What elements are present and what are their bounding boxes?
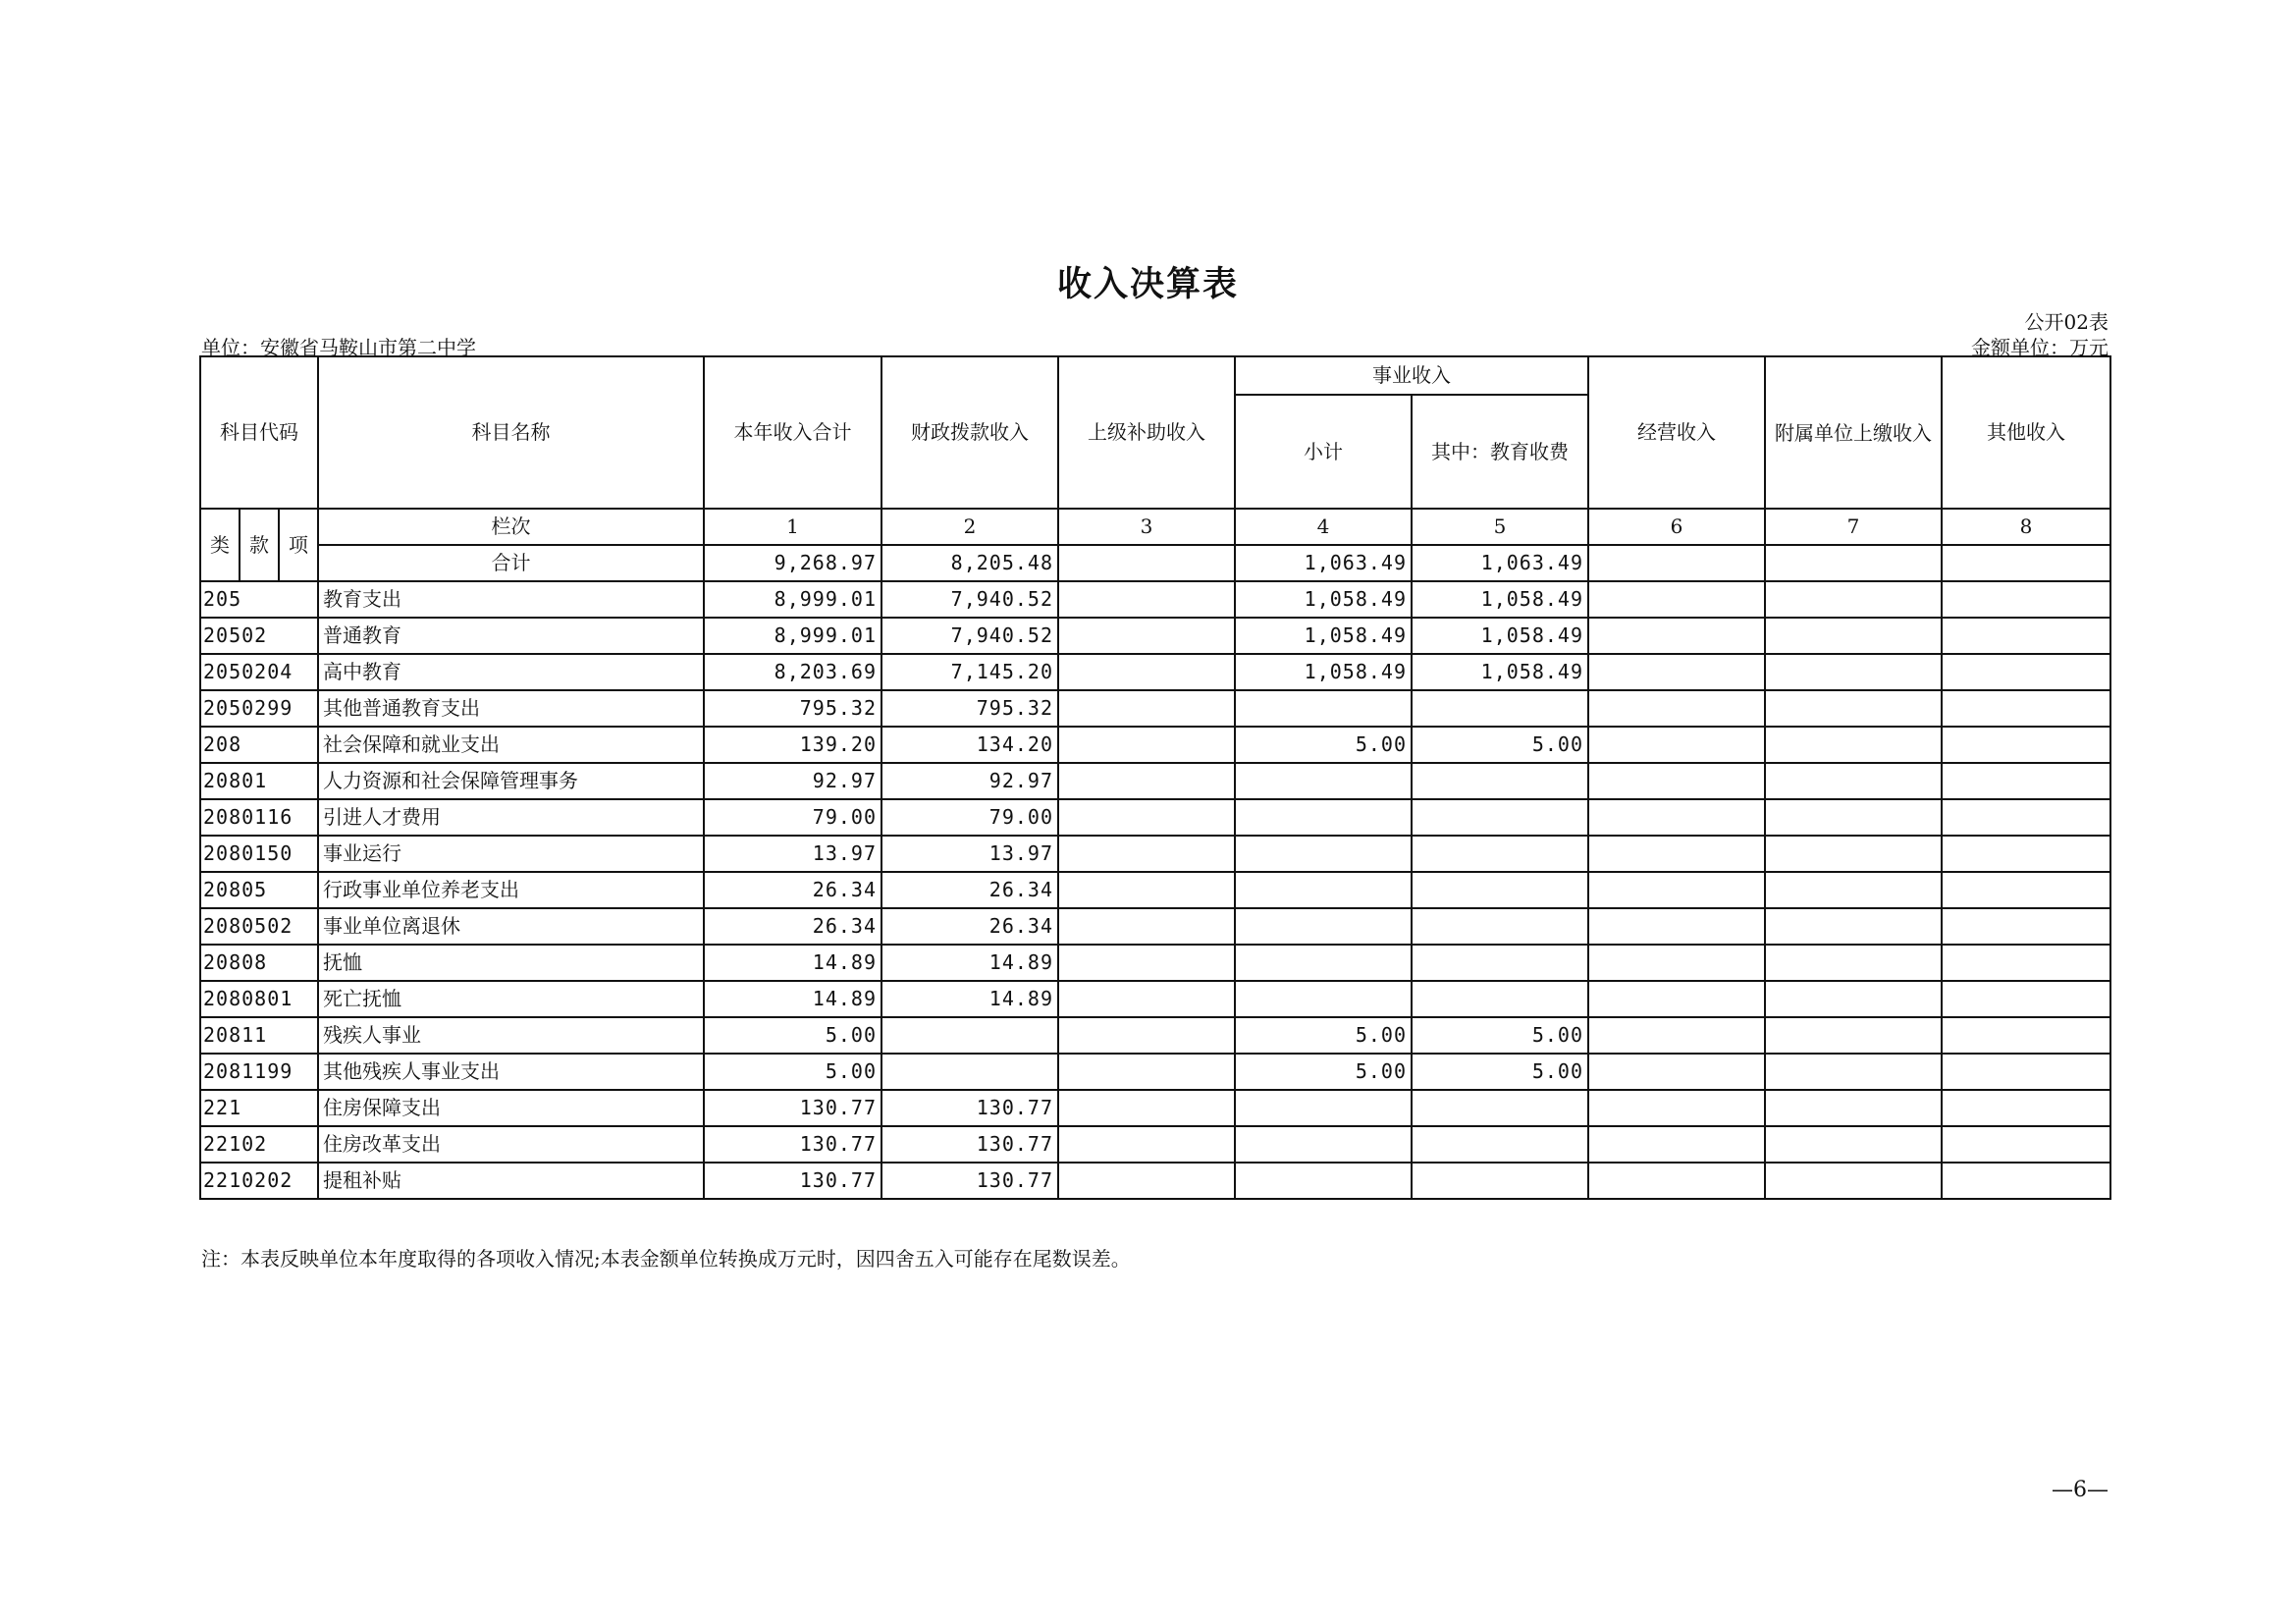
row-value: 13.97 — [704, 836, 881, 872]
row-value — [1942, 1017, 2110, 1054]
row-value — [1588, 836, 1765, 872]
footnote: 注：本表反映单位本年度取得的各项收入情况;本表金额单位转换成万元时，因四舍五入可能存在尾数误差。 — [201, 1247, 1131, 1271]
row-value — [1235, 836, 1412, 872]
row-value — [1765, 1017, 1942, 1054]
row-name: 引进人才费用 — [318, 799, 704, 836]
col-number: 2 — [881, 509, 1058, 545]
table-row — [200, 799, 2110, 836]
header-fiscal: 财政拨款收入 — [881, 356, 1058, 509]
header-xiang: 项 — [279, 509, 318, 581]
total-value — [1765, 545, 1942, 581]
row-value — [1942, 763, 2110, 799]
row-value — [1765, 654, 1942, 690]
row-value: 139.20 — [704, 727, 881, 763]
row-value — [1058, 872, 1235, 908]
row-value — [1058, 908, 1235, 945]
page-number: —6— — [2052, 1478, 2109, 1502]
col-number: 6 — [1588, 509, 1765, 545]
header-operating: 经营收入 — [1588, 356, 1765, 509]
row-value — [1588, 690, 1765, 727]
row-value — [1235, 1090, 1412, 1126]
row-value — [1765, 836, 1942, 872]
row-value: 7,940.52 — [881, 581, 1058, 618]
row-value — [1588, 1126, 1765, 1163]
row-name: 普通教育 — [318, 618, 704, 654]
row-value — [1235, 799, 1412, 836]
row-value — [1942, 908, 2110, 945]
row-value — [1412, 1090, 1588, 1126]
row-value: 5.00 — [1235, 1054, 1412, 1090]
header-superior: 上级补助收入 — [1058, 356, 1235, 509]
row-code: 20801 — [200, 763, 318, 799]
row-value — [1058, 1017, 1235, 1054]
col-number: 5 — [1412, 509, 1588, 545]
row-value — [1588, 581, 1765, 618]
table-row — [200, 763, 2110, 799]
row-value: 134.20 — [881, 727, 1058, 763]
row-value — [1058, 727, 1235, 763]
income-table — [199, 355, 2111, 1200]
row-name: 其他普通教育支出 — [318, 690, 704, 727]
row-code: 2080116 — [200, 799, 318, 836]
row-value — [1765, 1126, 1942, 1163]
row-value: 1,058.49 — [1235, 654, 1412, 690]
table-row — [200, 1163, 2110, 1199]
row-value: 8,999.01 — [704, 581, 881, 618]
row-value: 5.00 — [1235, 727, 1412, 763]
form-number: 公开02表 — [2024, 310, 2109, 334]
row-value: 1,058.49 — [1412, 618, 1588, 654]
row-value — [1588, 945, 1765, 981]
total-value: 9,268.97 — [704, 545, 881, 581]
row-value — [881, 1017, 1058, 1054]
row-value — [1942, 1054, 2110, 1090]
header-subtotal: 小计 — [1235, 395, 1412, 509]
row-value: 1,058.49 — [1235, 618, 1412, 654]
row-value — [1588, 981, 1765, 1017]
row-name: 高中教育 — [318, 654, 704, 690]
row-value — [1765, 945, 1942, 981]
total-value — [1942, 545, 2110, 581]
row-value — [1058, 654, 1235, 690]
row-value — [1412, 908, 1588, 945]
table-row — [200, 945, 2110, 981]
row-value: 130.77 — [704, 1126, 881, 1163]
row-value — [1765, 618, 1942, 654]
row-name: 其他残疾人事业支出 — [318, 1054, 704, 1090]
row-code: 2080150 — [200, 836, 318, 872]
header-business-group: 事业收入 — [1235, 356, 1588, 395]
row-value — [1942, 618, 2110, 654]
row-code: 2080502 — [200, 908, 318, 945]
row-value — [1412, 1163, 1588, 1199]
row-value — [1765, 690, 1942, 727]
row-value — [1412, 799, 1588, 836]
row-value — [1942, 799, 2110, 836]
row-value — [1765, 799, 1942, 836]
row-value — [1235, 981, 1412, 1017]
row-code: 2050299 — [200, 690, 318, 727]
row-name: 提租补贴 — [318, 1163, 704, 1199]
row-value — [1058, 581, 1235, 618]
header-affiliated: 附属单位上缴收入 — [1765, 356, 1942, 509]
row-value: 1,058.49 — [1412, 654, 1588, 690]
row-value — [1942, 945, 2110, 981]
header-code: 科目代码 — [200, 356, 318, 509]
row-value — [1058, 1090, 1235, 1126]
row-value: 26.34 — [881, 908, 1058, 945]
row-value — [1588, 1163, 1765, 1199]
row-value: 5.00 — [704, 1017, 881, 1054]
unit-label: 单位：安徽省马鞍山市第二中学 — [201, 336, 476, 359]
table-row — [200, 872, 2110, 908]
header-column-label: 栏次 — [318, 509, 704, 545]
row-value — [1588, 618, 1765, 654]
row-code: 2080801 — [200, 981, 318, 1017]
row-value — [1058, 763, 1235, 799]
row-name: 住房保障支出 — [318, 1090, 704, 1126]
row-name: 教育支出 — [318, 581, 704, 618]
row-name: 事业单位离退休 — [318, 908, 704, 945]
row-code: 2081199 — [200, 1054, 318, 1090]
row-value — [1588, 654, 1765, 690]
row-value — [1765, 908, 1942, 945]
row-value — [1058, 945, 1235, 981]
row-name: 住房改革支出 — [318, 1126, 704, 1163]
row-value: 130.77 — [704, 1163, 881, 1199]
row-value — [1588, 727, 1765, 763]
row-value — [1942, 1126, 2110, 1163]
row-value: 79.00 — [704, 799, 881, 836]
row-value — [1058, 690, 1235, 727]
row-value — [1765, 581, 1942, 618]
header-name: 科目名称 — [318, 356, 704, 509]
row-value — [1765, 872, 1942, 908]
row-value — [1765, 727, 1942, 763]
row-value — [1058, 836, 1235, 872]
table-row — [200, 690, 2110, 727]
row-code: 205 — [200, 581, 318, 618]
total-value — [1058, 545, 1235, 581]
table-row — [200, 654, 2110, 690]
row-value — [1942, 727, 2110, 763]
row-value — [1235, 945, 1412, 981]
table-row — [200, 727, 2110, 763]
row-value — [1588, 872, 1765, 908]
row-code: 20808 — [200, 945, 318, 981]
row-value — [1765, 981, 1942, 1017]
row-value — [1058, 981, 1235, 1017]
row-value: 92.97 — [881, 763, 1058, 799]
row-value: 1,058.49 — [1235, 581, 1412, 618]
row-value — [1942, 872, 2110, 908]
row-value — [1942, 1163, 2110, 1199]
row-value: 795.32 — [881, 690, 1058, 727]
row-value — [1765, 1090, 1942, 1126]
table-row — [200, 1126, 2110, 1163]
row-value: 14.89 — [704, 945, 881, 981]
row-value — [1058, 618, 1235, 654]
col-number: 4 — [1235, 509, 1412, 545]
row-value: 130.77 — [704, 1090, 881, 1126]
row-value — [1235, 1163, 1412, 1199]
header-lei: 类 — [200, 509, 240, 581]
col-number: 7 — [1765, 509, 1942, 545]
row-value — [1588, 1017, 1765, 1054]
row-value — [1588, 799, 1765, 836]
row-value — [1942, 1090, 2110, 1126]
col-number: 3 — [1058, 509, 1235, 545]
row-value — [1235, 690, 1412, 727]
row-name: 社会保障和就业支出 — [318, 727, 704, 763]
row-value — [1412, 1126, 1588, 1163]
row-value: 5.00 — [1235, 1017, 1412, 1054]
col-number: 8 — [1942, 509, 2110, 545]
row-value: 26.34 — [704, 872, 881, 908]
row-value — [1412, 836, 1588, 872]
row-value — [1588, 908, 1765, 945]
total-value: 8,205.48 — [881, 545, 1058, 581]
row-value: 14.89 — [881, 945, 1058, 981]
row-code: 208 — [200, 727, 318, 763]
row-value — [1058, 1054, 1235, 1090]
row-value — [1058, 1163, 1235, 1199]
row-value: 5.00 — [1412, 1017, 1588, 1054]
row-value: 26.34 — [704, 908, 881, 945]
row-code: 20811 — [200, 1017, 318, 1054]
table-row — [200, 618, 2110, 654]
row-value — [1058, 1126, 1235, 1163]
row-value: 5.00 — [1412, 727, 1588, 763]
table-row — [200, 836, 2110, 872]
row-value — [1765, 1163, 1942, 1199]
row-value — [881, 1054, 1058, 1090]
row-value: 79.00 — [881, 799, 1058, 836]
row-value: 7,940.52 — [881, 618, 1058, 654]
row-value: 14.89 — [704, 981, 881, 1017]
row-value: 130.77 — [881, 1126, 1058, 1163]
header-other: 其他收入 — [1942, 356, 2110, 509]
total-row-label: 合计 — [318, 545, 704, 581]
col-number: 1 — [704, 509, 881, 545]
row-name: 人力资源和社会保障管理事务 — [318, 763, 704, 799]
row-value — [1588, 1054, 1765, 1090]
total-value — [1588, 545, 1765, 581]
row-value — [1058, 799, 1235, 836]
row-value — [1412, 763, 1588, 799]
row-value — [1235, 872, 1412, 908]
row-value — [1765, 763, 1942, 799]
row-value: 92.97 — [704, 763, 881, 799]
row-value — [1235, 908, 1412, 945]
row-code: 221 — [200, 1090, 318, 1126]
row-value: 130.77 — [881, 1163, 1058, 1199]
amount-unit-label: 金额单位：万元 — [1971, 336, 2109, 359]
row-value — [1942, 581, 2110, 618]
row-code: 20502 — [200, 618, 318, 654]
row-value: 13.97 — [881, 836, 1058, 872]
table-row — [200, 1090, 2110, 1126]
row-value — [1942, 690, 2110, 727]
row-value: 7,145.20 — [881, 654, 1058, 690]
header-kuan: 款 — [240, 509, 279, 581]
row-value — [1412, 872, 1588, 908]
row-value: 8,203.69 — [704, 654, 881, 690]
row-code: 20805 — [200, 872, 318, 908]
row-name: 事业运行 — [318, 836, 704, 872]
row-value — [1412, 981, 1588, 1017]
row-value — [1412, 690, 1588, 727]
row-value: 26.34 — [881, 872, 1058, 908]
row-value — [1235, 763, 1412, 799]
table-row — [200, 1054, 2110, 1090]
header-education-fee: 其中：教育收费 — [1412, 395, 1588, 509]
row-value — [1588, 763, 1765, 799]
row-value — [1235, 1126, 1412, 1163]
row-code: 2210202 — [200, 1163, 318, 1199]
page-title: 收入决算表 — [1056, 264, 1239, 304]
row-name: 抚恤 — [318, 945, 704, 981]
table-row — [200, 581, 2110, 618]
total-value: 1,063.49 — [1412, 545, 1588, 581]
row-value: 14.89 — [881, 981, 1058, 1017]
row-code: 2050204 — [200, 654, 318, 690]
row-name: 行政事业单位养老支出 — [318, 872, 704, 908]
row-value — [1942, 981, 2110, 1017]
row-name: 死亡抚恤 — [318, 981, 704, 1017]
row-value: 8,999.01 — [704, 618, 881, 654]
row-value: 5.00 — [1412, 1054, 1588, 1090]
row-value: 795.32 — [704, 690, 881, 727]
row-value — [1765, 1054, 1942, 1090]
row-code: 22102 — [200, 1126, 318, 1163]
table-row — [200, 981, 2110, 1017]
row-value: 130.77 — [881, 1090, 1058, 1126]
row-value — [1412, 945, 1588, 981]
row-value — [1942, 654, 2110, 690]
row-name: 残疾人事业 — [318, 1017, 704, 1054]
row-value — [1588, 1090, 1765, 1126]
row-value — [1942, 836, 2110, 872]
table-row — [200, 908, 2110, 945]
total-value: 1,063.49 — [1235, 545, 1412, 581]
header-total: 本年收入合计 — [704, 356, 881, 509]
row-value: 1,058.49 — [1412, 581, 1588, 618]
table-row — [200, 1017, 2110, 1054]
row-value: 5.00 — [704, 1054, 881, 1090]
